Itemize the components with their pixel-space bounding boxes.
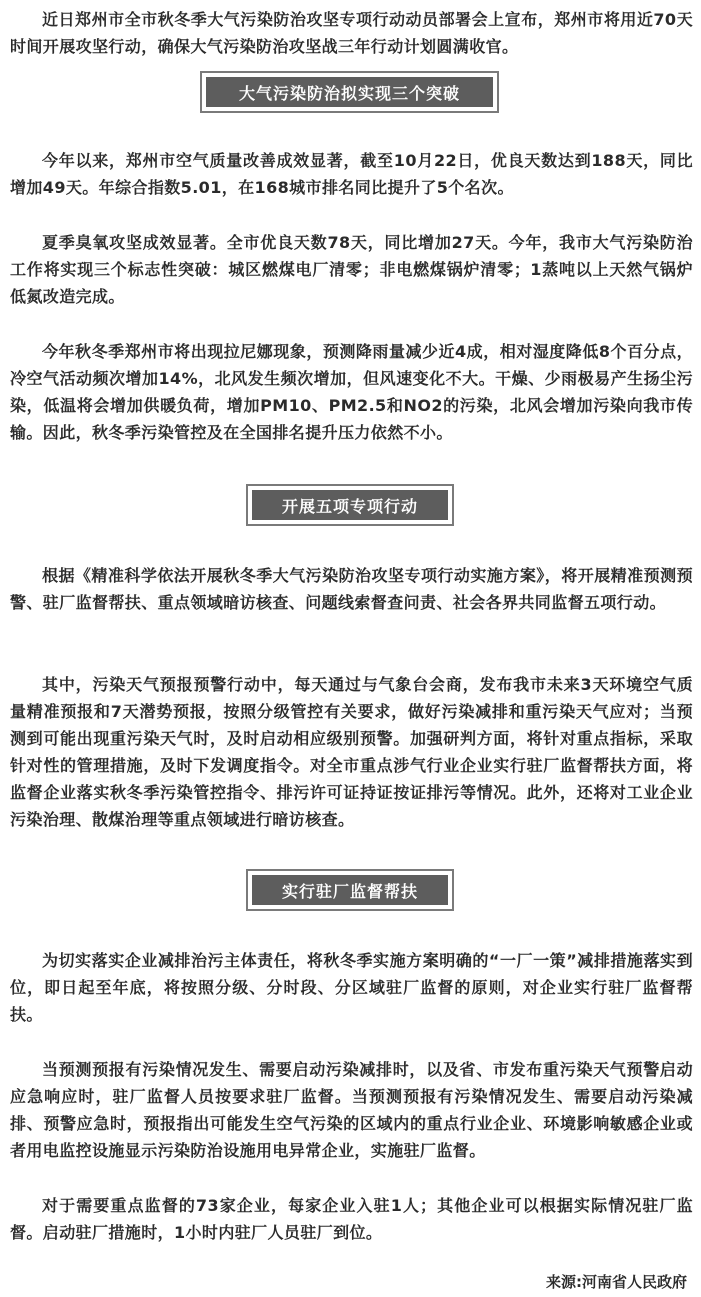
section3-paragraph-1: 为切实落实企业减排治污主体责任，将秋冬季实施方案明确的“一厂一策”减排措施落实到位，即日起至年底，将按照分级、分时段、分区域驻厂监督的原则，对企业实行驻厂监督帮扶。 [10, 951, 693, 1024]
section-heading-label: 大气污染防治拟实现三个突破 [206, 77, 493, 107]
section1-paragraph-2: 夏季臭氧攻坚成效显著。全市优良天数78天，同比增加27天。今年，我市大气污染防治工作将实现三个标志性突破：城区燃煤电厂清零；非电燃煤锅炉清零；1蒸吨以上天然气锅炉低氮改造完成。 [10, 233, 693, 306]
section-heading-five-actions [246, 484, 454, 526]
source-attribution: 来源:河南省人民政府 [546, 1273, 687, 1291]
section-heading-label: 开展五项专项行动 [252, 490, 448, 520]
section2-paragraph-1: 根据《精准科学依法开展秋冬季大气污染防治攻坚专项行动实施方案》，将开展精准预测预警、驻厂监督帮扶、重点领域暗访核查、问题线索督查问责、社会各界共同监督五项行动。 [10, 566, 693, 612]
section1-paragraph-1: 今年以来，郑州市空气质量改善成效显著，截至10月22日，优良天数达到188天，同比增加49天。年综合指数5.01，在168城市排名同比提升了5个名次。 [10, 151, 693, 197]
section-heading-breakthroughs [200, 71, 499, 113]
section3-paragraph-2: 当预测预报有污染情况发生、需要启动污染减排时，以及省、市发布重污染天气预警启动应急响应时，驻厂监督人员按要求驻厂监督。当预测预报有污染情况发生、需要启动污染减排、预警应急时，预报指出可能发生空气污染的区域内的重点行业企业、环境影响敏感企业或者用电监控设施显示污染防治设施用电异常企业，实施驻厂监督。 [10, 1060, 693, 1160]
intro-paragraph: 近日郑州市全市秋冬季大气污染防治攻坚专项行动动员部署会上宣布，郑州市将用近70天时间开展攻坚行动，确保大气污染防治攻坚战三年行动计划圆满收官。 [10, 10, 693, 56]
section-heading-label: 实行驻厂监督帮扶 [252, 875, 448, 905]
section2-paragraph-2: 其中，污染天气预报预警行动中，每天通过与气象台会商，发布我市未来3天环境空气质量精准预报和7天潜势预报，按照分级管控有关要求，做好污染减排和重污染天气应对；当预测到可能出现重污染天气时，及时启动相应级别预警。加强研判方面，将针对重点指标，采取针对性的管理措施，及时下发调度指令。对全市重点涉气行业企业实行驻厂监督帮扶方面，将监督企业落实秋冬季污染管控指令、排污许可证持证按证排污等情况。此外，还将对工业企业污染治理、散煤治理等重点领域进行暗访核查。 [10, 675, 693, 829]
section3-paragraph-3: 对于需要重点监督的73家企业，每家企业入驻1人；其他企业可以根据实际情况驻厂监督。启动驻厂措施时，1小时内驻厂人员驻厂到位。 [10, 1196, 693, 1242]
section1-paragraph-3: 今年秋冬季郑州市将出现拉尼娜现象，预测降雨量减少近4成，相对湿度降低8个百分点，冷空气活动频次增加14%，北风发生频次增加，但风速变化不大。干燥、少雨极易产生扬尘污染，低温将会增加供暖负荷，增加PM10、PM2.5和NO2的污染，北风会增加污染向我市传输。因此，秋冬季污染管控及在全国排名提升压力依然不小。 [10, 342, 693, 442]
section-heading-on-site-supervision [246, 869, 454, 911]
